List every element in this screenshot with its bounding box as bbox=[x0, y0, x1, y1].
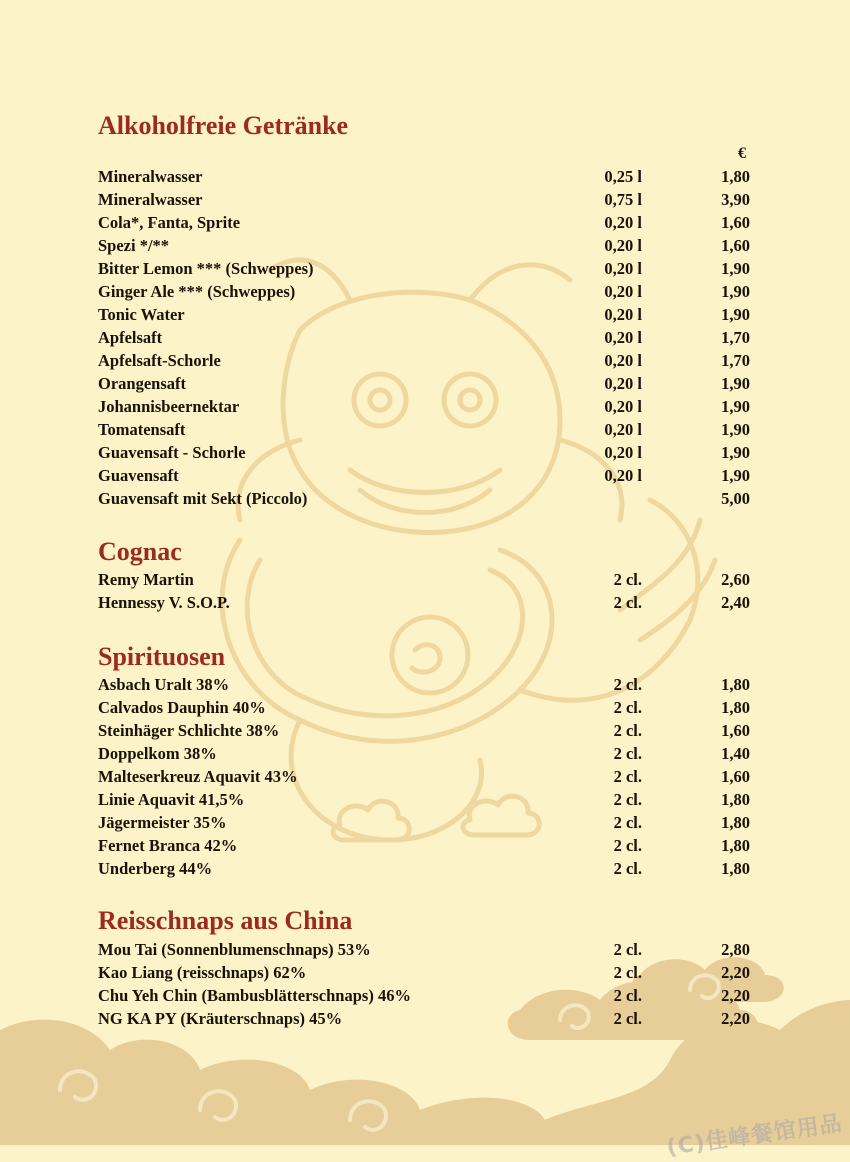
menu-item bbox=[0, 488, 850, 510]
item-volume: 0,20 l bbox=[604, 374, 642, 393]
item-volume: 2 cl. bbox=[613, 963, 642, 982]
item-volume: 2 cl. bbox=[613, 813, 642, 832]
menu-item bbox=[0, 789, 850, 811]
item-volume: 2 cl. bbox=[613, 744, 642, 763]
item-volume: 2 cl. bbox=[613, 836, 642, 855]
item-volume: 2 cl. bbox=[613, 721, 642, 740]
menu-item bbox=[0, 592, 850, 614]
item-volume: 0,20 l bbox=[604, 236, 642, 255]
item-name: Linie Aquavit 41,5% bbox=[98, 790, 245, 809]
item-name: Tonic Water bbox=[98, 305, 185, 324]
item-volume: 2 cl. bbox=[613, 940, 642, 959]
item-name: Kao Liang (reisschnaps) 62% bbox=[98, 963, 307, 982]
item-price: 1,90 bbox=[721, 282, 750, 301]
item-volume: 0,20 l bbox=[604, 466, 642, 485]
item-price: 1,80 bbox=[721, 790, 750, 809]
item-price: 1,70 bbox=[721, 328, 750, 347]
item-price: 2,60 bbox=[721, 570, 750, 589]
item-price: 2,80 bbox=[721, 940, 750, 959]
item-name: Apfelsaft-Schorle bbox=[98, 351, 221, 370]
item-name: Steinhäger Schlichte 38% bbox=[98, 721, 280, 740]
item-name: Tomatensaft bbox=[98, 420, 186, 439]
item-price: 1,80 bbox=[721, 698, 750, 717]
item-volume: 0,20 l bbox=[604, 305, 642, 324]
item-price: 5,00 bbox=[721, 489, 750, 508]
menu-item bbox=[0, 962, 850, 984]
menu-item bbox=[0, 419, 850, 441]
item-name: Guavensaft bbox=[98, 466, 179, 485]
menu-item bbox=[0, 350, 850, 372]
item-price: 1,90 bbox=[721, 466, 750, 485]
item-volume: 0,20 l bbox=[604, 282, 642, 301]
item-name: Mineralwasser bbox=[98, 190, 203, 209]
item-volume: 0,20 l bbox=[604, 420, 642, 439]
item-price: 1,90 bbox=[721, 420, 750, 439]
menu-item bbox=[0, 835, 850, 857]
item-price: 2,20 bbox=[721, 1009, 750, 1028]
item-name: Mineralwasser bbox=[98, 167, 203, 186]
item-name: Apfelsaft bbox=[98, 328, 163, 347]
item-name: Bitter Lemon *** (Schweppes) bbox=[98, 259, 314, 278]
menu-item bbox=[0, 939, 850, 961]
item-name: Doppelkom 38% bbox=[98, 744, 217, 763]
menu-item bbox=[0, 985, 850, 1007]
item-name: Calvados Dauphin 40% bbox=[98, 698, 266, 717]
item-price: 1,40 bbox=[721, 744, 750, 763]
menu-item bbox=[0, 189, 850, 211]
item-volume: 2 cl. bbox=[613, 593, 642, 612]
item-price: 2,20 bbox=[721, 986, 750, 1005]
item-name: Hennessy V. S.O.P. bbox=[98, 593, 230, 612]
item-name: NG KA PY (Kräuterschnaps) 45% bbox=[98, 1009, 343, 1028]
item-price: 1,90 bbox=[721, 374, 750, 393]
item-price: 1,60 bbox=[721, 767, 750, 786]
section-title: Reisschnaps aus China bbox=[98, 906, 353, 935]
item-volume: 0,20 l bbox=[604, 443, 642, 462]
section-title: Spirituosen bbox=[98, 642, 226, 671]
menu-item bbox=[0, 569, 850, 591]
menu-item bbox=[0, 396, 850, 418]
item-price: 1,90 bbox=[721, 443, 750, 462]
item-price: 1,80 bbox=[721, 675, 750, 694]
item-price: 1,80 bbox=[721, 859, 750, 878]
item-volume: 0,20 l bbox=[604, 397, 642, 416]
item-name: Cola*, Fanta, Sprite bbox=[98, 213, 241, 232]
item-volume: 2 cl. bbox=[613, 698, 642, 717]
item-name: Mou Tai (Sonnenblumenschnaps) 53% bbox=[98, 940, 371, 959]
item-price: 1,90 bbox=[721, 305, 750, 324]
menu-item bbox=[0, 235, 850, 257]
item-price: 2,20 bbox=[721, 963, 750, 982]
item-name: Chu Yeh Chin (Bambusblätterschnaps) 46% bbox=[98, 986, 411, 1005]
menu-item bbox=[0, 743, 850, 765]
menu-item bbox=[0, 304, 850, 326]
section-title: Cognac bbox=[98, 537, 182, 566]
menu-item bbox=[0, 442, 850, 464]
menu-item bbox=[0, 166, 850, 188]
menu-item bbox=[0, 1008, 850, 1030]
menu-item bbox=[0, 281, 850, 303]
item-price: 1,80 bbox=[721, 167, 750, 186]
item-price: 1,80 bbox=[721, 813, 750, 832]
item-price: 1,60 bbox=[721, 236, 750, 255]
item-price: 1,60 bbox=[721, 721, 750, 740]
item-name: Johannisbeernektar bbox=[98, 397, 240, 416]
currency-header: € bbox=[738, 145, 746, 162]
item-name: Spezi */** bbox=[98, 236, 170, 255]
item-volume: 2 cl. bbox=[613, 1009, 642, 1028]
item-volume: 2 cl. bbox=[613, 767, 642, 786]
item-price: 3,90 bbox=[721, 190, 750, 209]
item-volume: 0,75 l bbox=[604, 190, 642, 209]
item-name: Asbach Uralt 38% bbox=[98, 675, 230, 694]
section-title: Alkoholfreie Getränke bbox=[98, 111, 349, 140]
item-volume: 2 cl. bbox=[613, 790, 642, 809]
item-name: Orangensaft bbox=[98, 374, 186, 393]
item-name: Guavensaft - Schorle bbox=[98, 443, 246, 462]
menu-item bbox=[0, 812, 850, 834]
item-price: 2,40 bbox=[721, 593, 750, 612]
item-price: 1,90 bbox=[721, 397, 750, 416]
item-volume: 0,25 l bbox=[604, 167, 642, 186]
item-name: Fernet Branca 42% bbox=[98, 836, 238, 855]
item-name: Jägermeister 35% bbox=[98, 813, 227, 832]
menu-item bbox=[0, 720, 850, 742]
item-volume: 0,20 l bbox=[604, 213, 642, 232]
item-name: Ginger Ale *** (Schweppes) bbox=[98, 282, 296, 301]
item-volume: 2 cl. bbox=[613, 570, 642, 589]
menu-item bbox=[0, 697, 850, 719]
item-volume: 2 cl. bbox=[613, 986, 642, 1005]
item-name: Guavensaft mit Sekt (Piccolo) bbox=[98, 489, 308, 508]
item-volume: 2 cl. bbox=[613, 675, 642, 694]
menu-item bbox=[0, 858, 850, 880]
item-price: 1,60 bbox=[721, 213, 750, 232]
item-volume: 0,20 l bbox=[604, 351, 642, 370]
item-name: Remy Martin bbox=[98, 570, 194, 589]
menu-item bbox=[0, 674, 850, 696]
item-volume: 0,20 l bbox=[604, 328, 642, 347]
menu-item bbox=[0, 327, 850, 349]
menu-item bbox=[0, 258, 850, 280]
item-price: 1,90 bbox=[721, 259, 750, 278]
menu-item bbox=[0, 766, 850, 788]
item-volume: 0,20 l bbox=[604, 259, 642, 278]
item-price: 1,70 bbox=[721, 351, 750, 370]
item-price: 1,80 bbox=[721, 836, 750, 855]
item-volume: 2 cl. bbox=[613, 859, 642, 878]
watermark: (C)佳峰餐馆用品 bbox=[664, 1111, 844, 1161]
menu-item bbox=[0, 212, 850, 234]
item-name: Underberg 44% bbox=[98, 859, 213, 878]
menu-item bbox=[0, 373, 850, 395]
menu-item bbox=[0, 465, 850, 487]
item-name: Malteserkreuz Aquavit 43% bbox=[98, 767, 298, 786]
